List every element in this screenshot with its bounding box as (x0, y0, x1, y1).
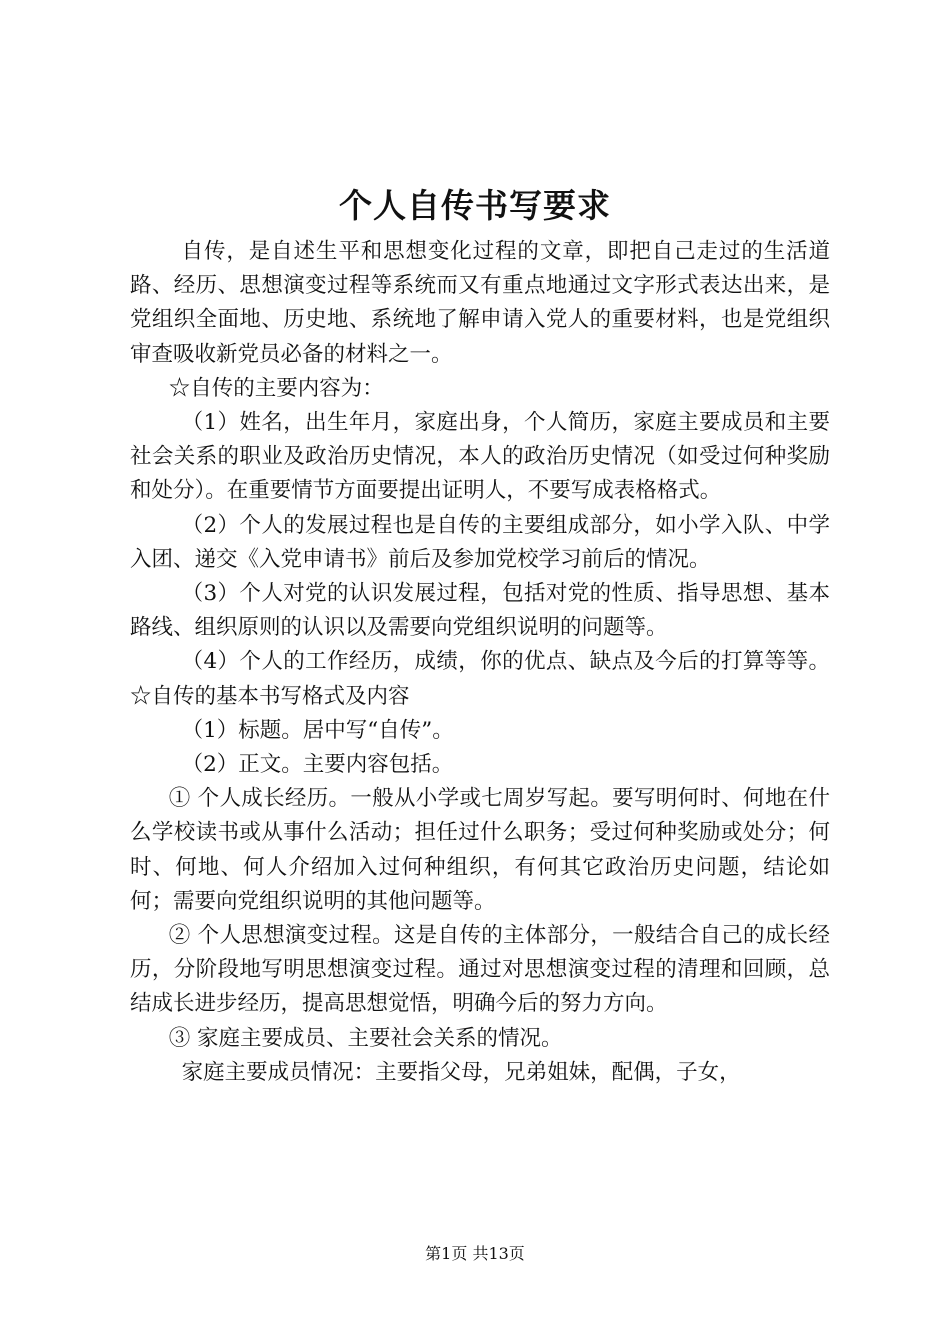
paragraph-format-title: （1）标题。居中写“自传”。 (181, 717, 454, 743)
paragraph-growth-experience: ① 个人成长经历。一般从小学或七周岁写起。要写明何时、何地在什么学校读书或从事什么活动；担任过什么职务；受过何种奖励或处分；何时、何地、何人介绍加入过何种组织，有何其它政治历史问题，结论如何；需要向党组织说明的其他问题等。 (130, 786, 830, 914)
paragraph-item-1: （1）姓名，出生年月，家庭出身，个人简历，家庭主要成员和主要社会关系的职业及政治历史情况，本人的政治历史情况（如受过何种奖励和处分）。在重要情节方面要提出证明人，不要写成表格格式。 (130, 410, 830, 504)
document-title: 个人自传书写要求 (339, 186, 611, 225)
document-body (130, 235, 830, 1090)
paragraph-main-content-heading: ☆自传的主要内容为： (168, 375, 384, 401)
page-footer: 第1页 共13页 (425, 1244, 525, 1263)
paragraph-thought-evolution: ② 个人思想演变过程。这是自传的主体部分，一般结合自己的成长经历，分阶段地写明思想演变过程。通过对思想演变过程的清理和回顾，总结成长进步经历，提高思想觉悟，明确今后的努力方向。 (130, 923, 830, 1017)
paragraph-intro: 自传，是自述生平和思想变化过程的文章，即把自己走过的生活道路、经历、思想演变过程等系统而又有重点地通过文字形式表达出来，是党组织全面地、历史地、系统地了解申请入党人的重要材料，也是党组织审查吸收新党员必备的材料之一。 (130, 239, 830, 367)
paragraph-family-relations: ③ 家庭主要成员、主要社会关系的情况。 (168, 1025, 563, 1051)
paragraph-item-3: （3）个人对党的认识发展过程，包括对党的性质、指导思想、基本路线、组织原则的认识以及需要向党组织说明的问题等。 (130, 581, 830, 641)
paragraph-item-4: （4）个人的工作经历，成绩，你的优点、缺点及今后的打算等等。☆自传的基本书写格式及内容 (130, 649, 830, 709)
paragraph-family-members: 家庭主要成员情况：主要指父母，兄弟姐妹，配偶，子女， (181, 1059, 741, 1085)
paragraph-item-2: （2）个人的发展过程也是自传的主要组成部分，如小学入队、中学入团、递交《入党申请书》前后及参加党校学习前后的情况。 (130, 512, 830, 572)
paragraph-format-body: （2）正文。主要内容包括。 (181, 752, 454, 778)
